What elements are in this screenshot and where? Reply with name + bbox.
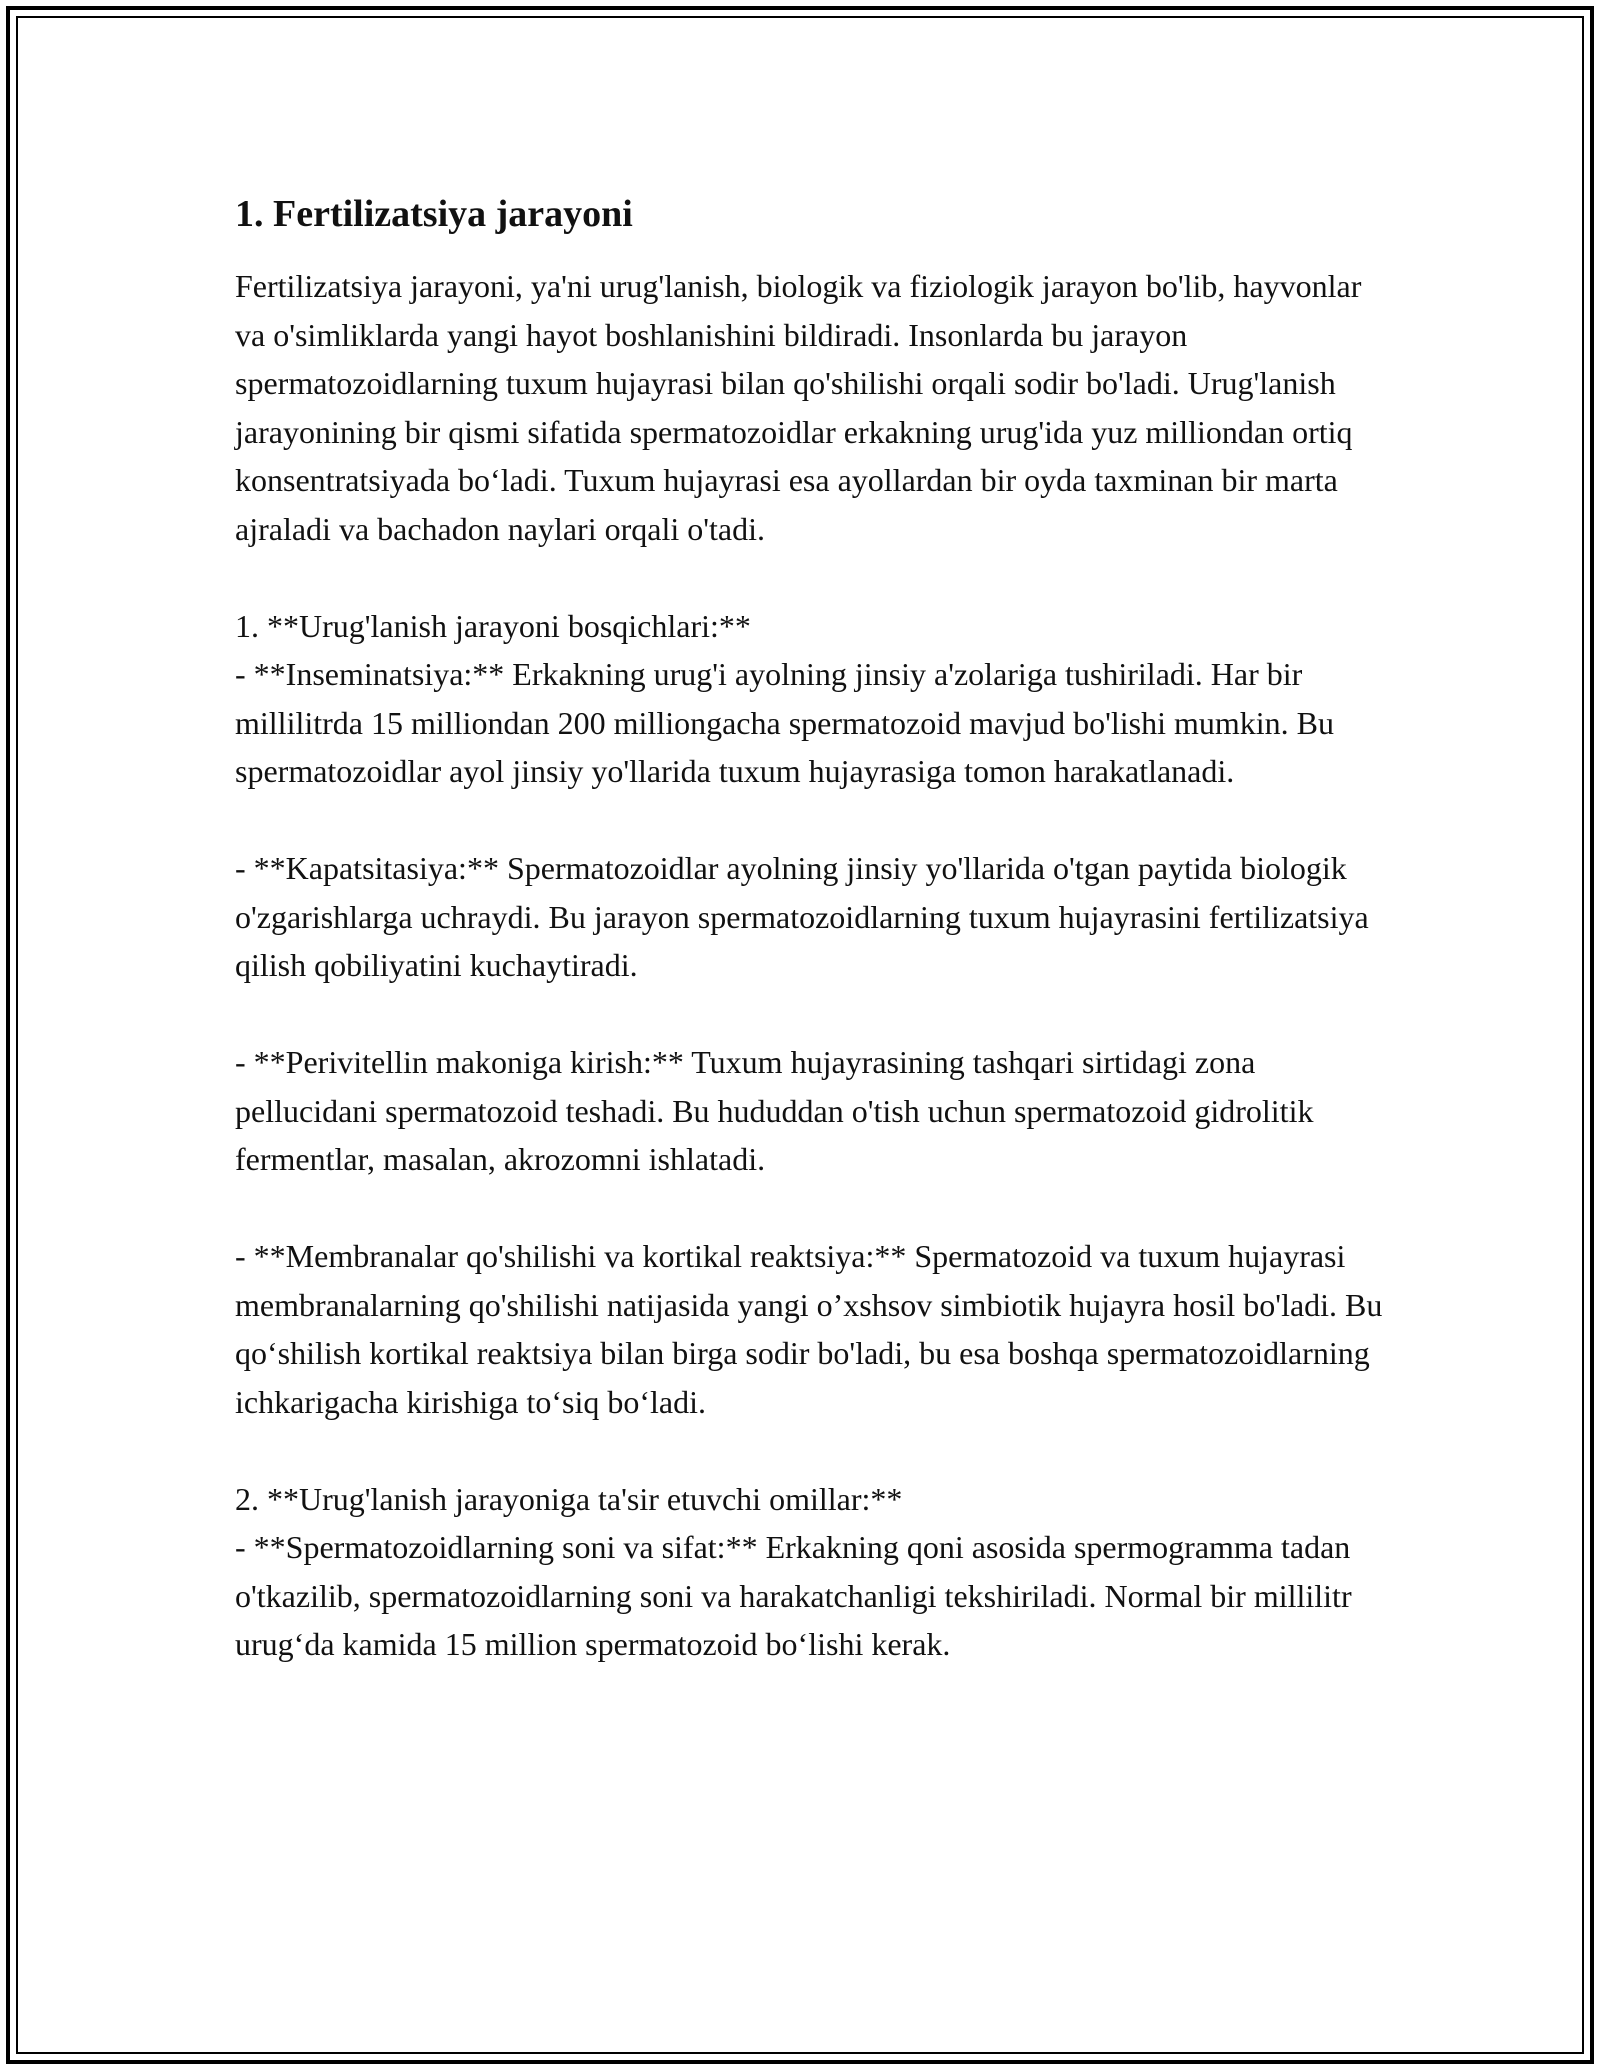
document-body [235, 188, 1385, 1669]
paragraph-spacer [235, 990, 1385, 1039]
intro-paragraph: Fertilizatsiya jarayoni, ya'ni urug'lanish, biologik va fiziologik jarayon bo'lib, hayvonlar va o'simliklarda yangi hayot boshlanishini bildiradi. Insonlarda bu jarayon spermatozoidlarning tuxum hujayrasi bilan qo'shilishi orqali sodir bo'ladi. Urug'lanish jarayonining bir qismi sifatida spermatozoidlar erkakning urug'ida yuz milliondan ortiq konsentratsiyada bo‘ladi. Tuxum hujayrasi esa ayollardan bir oyda taxminan bir marta ajraladi va bachadon naylari orqali o'tadi. [235, 268, 1362, 547]
paragraph-spacer [235, 796, 1385, 845]
paragraph-spacer [235, 553, 1385, 602]
stage-kapatsitasiya: - **Kapatsitasiya:** Spermatozoidlar ayolning jinsiy yo'llarida o'tgan paytida biologik o'zgarishlarga uchraydi. Bu jarayon spermatozoidlarning tuxum hujayrasini fertilizatsiya qilish qobiliyatini kuchaytiradi. [235, 850, 1369, 983]
section-heading: 1. Fertilizatsiya jarayoni [235, 193, 633, 235]
factors-list-spermatozoid: 2. **Urug'lanish jarayoniga ta'sir etuvchi omillar:** - **Spermatozoidlarning soni va sifat:** Erkakning qoni asosida spermogramma tadan o'tkazilib, spermatozoidlarning soni va harakatchanligi tekshiriladi. Normal bir millilitr urug‘da kamida 15 million spermatozoid bo‘lishi kerak. [235, 1480, 1352, 1662]
paragraph-spacer [235, 1426, 1385, 1475]
stage-perivitellin: - **Perivitellin makoniga kirish:** Tuxum hujayrasining tashqari sirtidagi zona pellucidani spermatozoid teshadi. Bu hududdan o'tish uchun spermatozoid gidrolitik fermentlar, masalan, akrozomni ishlatadi. [235, 1044, 1314, 1177]
paragraph-spacer [235, 1184, 1385, 1233]
stages-list-inseminatsiya: 1. **Urug'lanish jarayoni bosqichlari:** - **Inseminatsiya:** Erkakning urug'i ayolning jinsiy a'zolariga tushiriladi. Har bir millilitrda 15 milliondan 200 milliongacha spermatozoid mavjud bo'lishi mumkin. Bu spermatozoidlar ayol jinsiy yo'llarida tuxum hujayrasiga tomon harakatlanadi. [235, 607, 1334, 789]
stage-membranalar: - **Membranalar qo'shilishi va kortikal reaktsiya:** Spermatozoid va tuxum hujayrasi membranalarning qo'shilishi natijasida yangi o’xshsov simbiotik hujayra hosil bo'ladi. Bu qo‘shilish kortikal reaktsiya bilan birga sodir bo'ladi, bu esa boshqa spermatozoidlarning ichkarigacha kirishiga to‘siq bo‘ladi. [235, 1238, 1383, 1420]
